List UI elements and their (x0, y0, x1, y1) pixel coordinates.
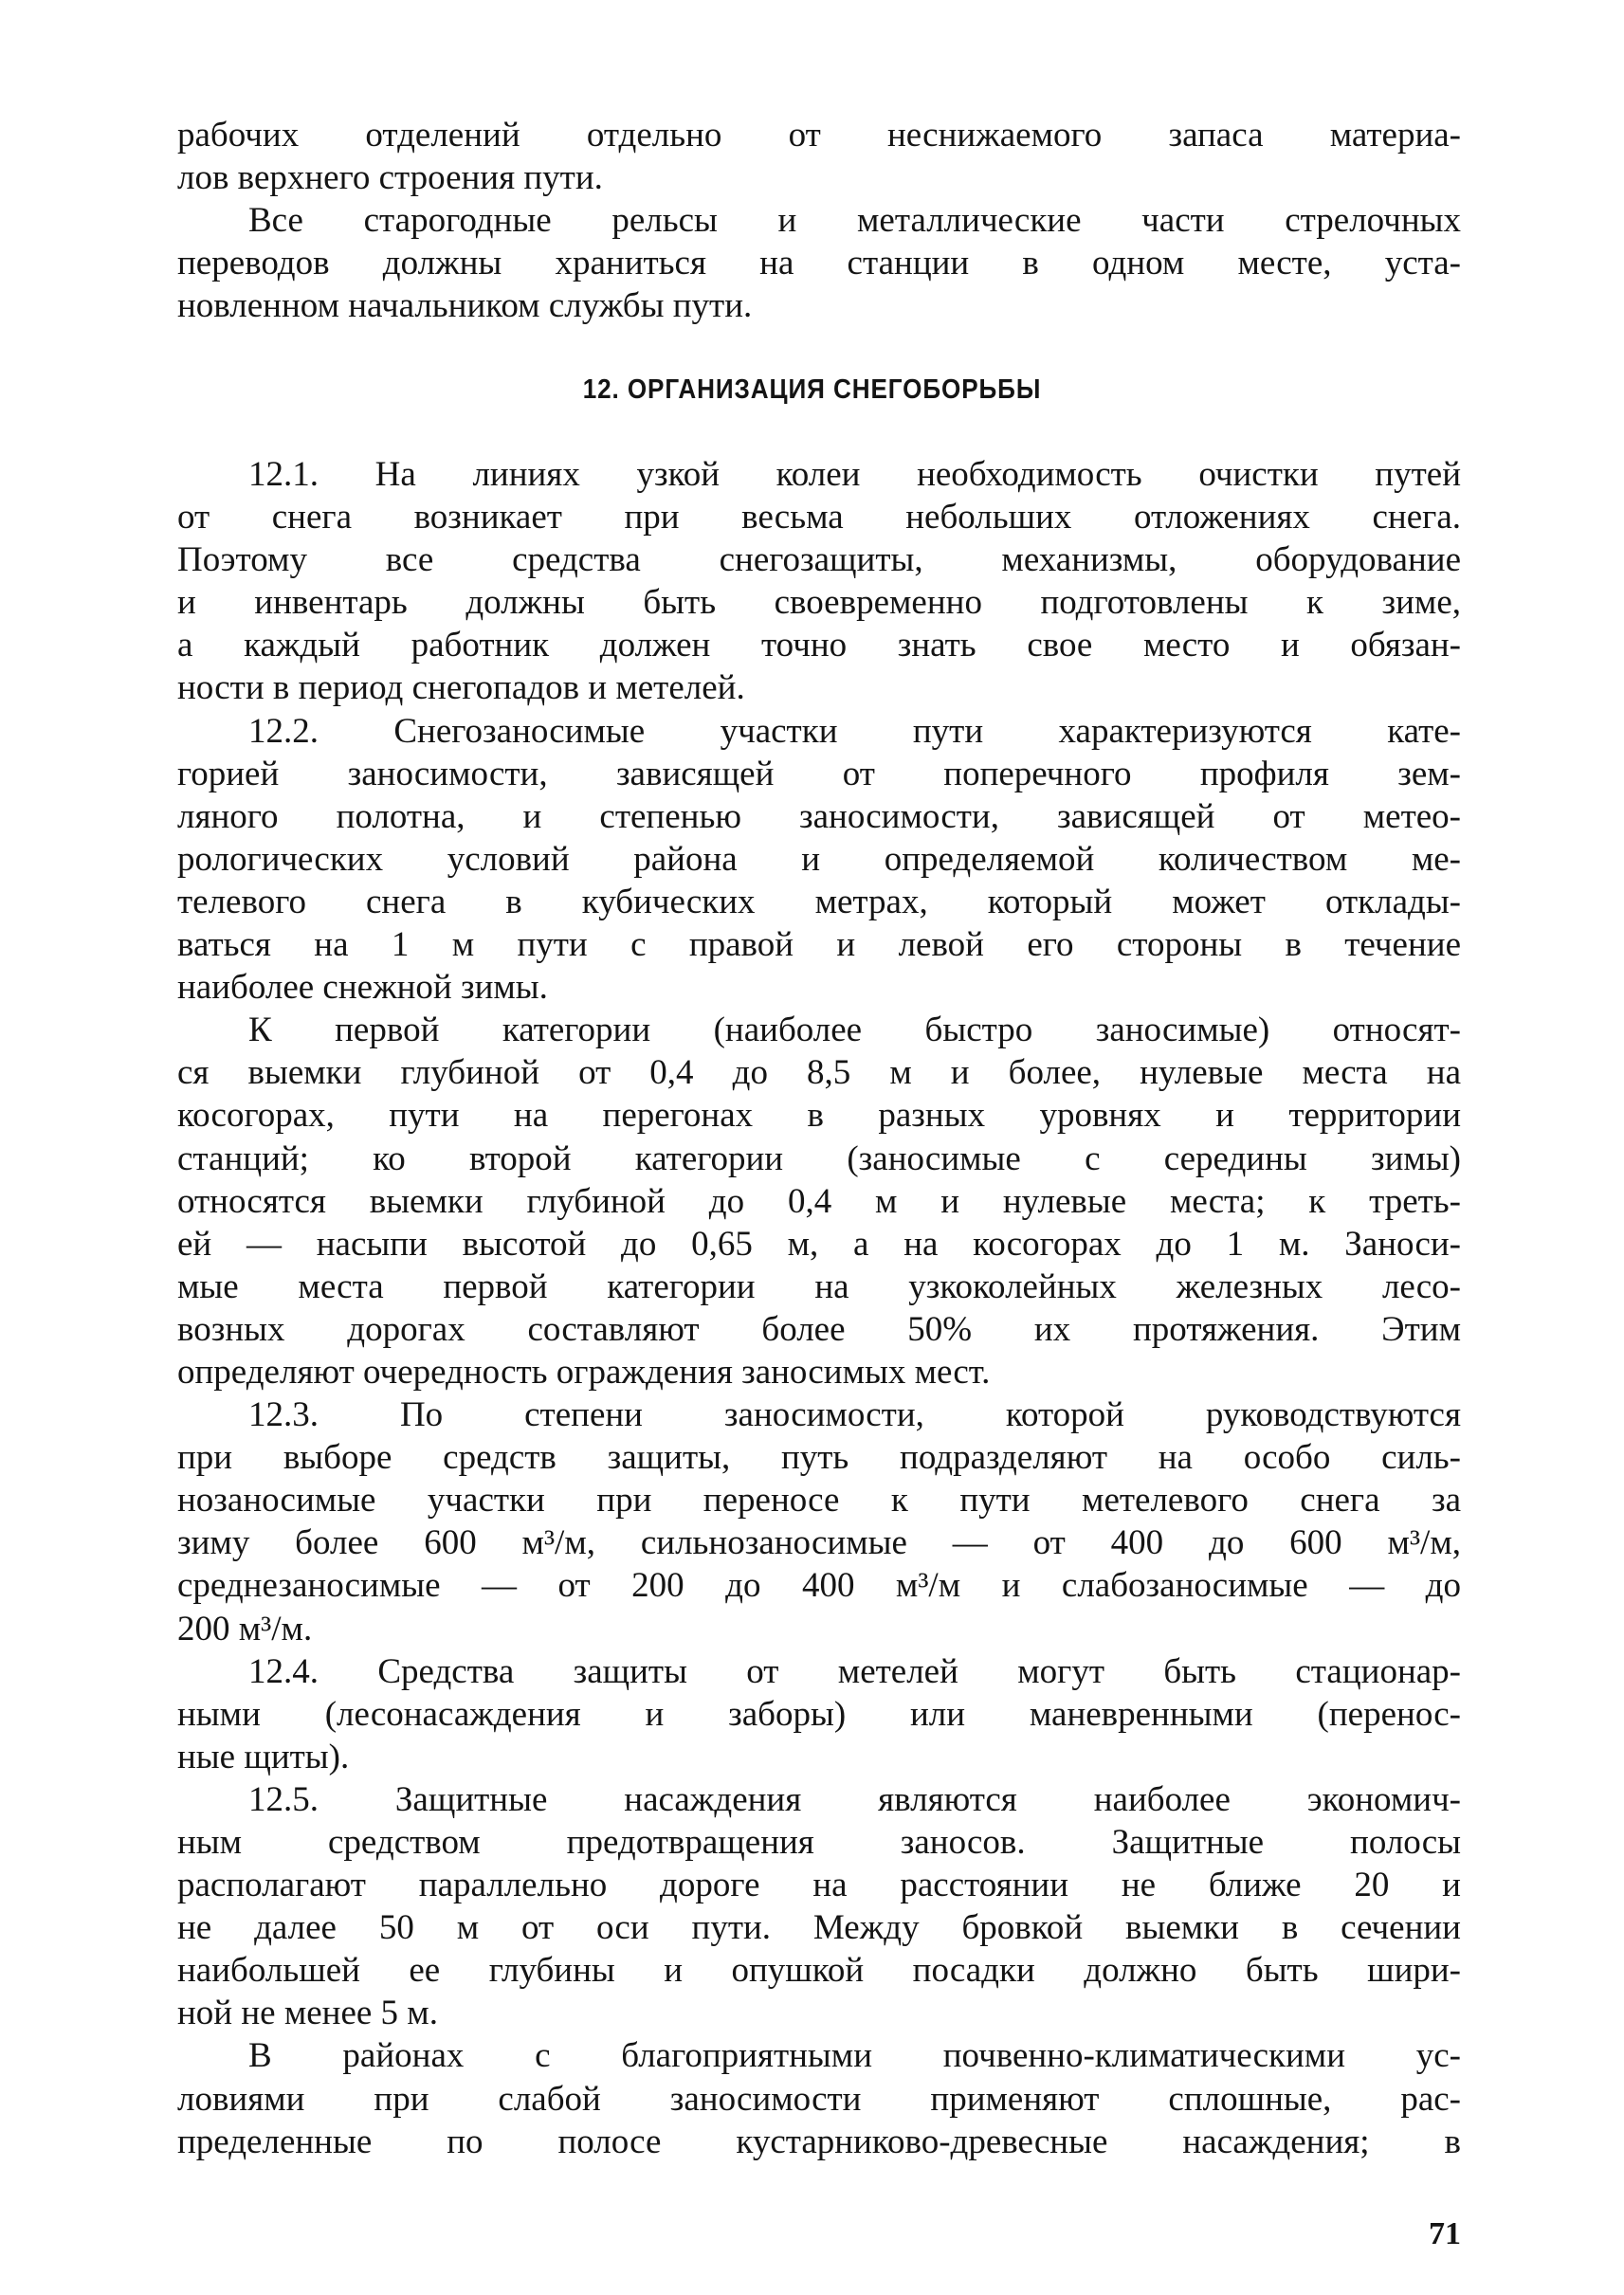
text-line: располагают параллельно дороге на расстоянии не ближе 20 и (177, 1866, 1461, 1905)
text-line: зиму более 600 м³/м, сильнозаносимые — от 400 до 600 м³/м, (177, 1523, 1461, 1563)
top-text-block (177, 114, 1461, 327)
text-line: К первой категории (наиболее быстро заносимые) относят- (248, 1011, 1461, 1050)
text-line: ся выемки глубиной от 0,4 до 8,5 м и более, нулевые места на (177, 1053, 1461, 1093)
paragraph (177, 199, 1461, 327)
text-line: ляного полотна, и степенью заносимости, зависящей от метео- (177, 796, 1461, 836)
text-line: Все старогодные рельсы и металлические части стрелочных (248, 201, 1461, 240)
text-line: 12.2. Снегозаносимые участки пути характеризуются кате- (248, 711, 1461, 751)
text-line: ей — насыпи высотой до 0,65 м, а на косогорах до 1 м. Заноси- (177, 1224, 1461, 1264)
paragraph (177, 710, 1461, 1010)
text-line: рабочих отделений отдельно от неснижаемого запаса материа- (177, 116, 1461, 155)
text-line: косогорах, пути на перегонах в разных уровнях и территории (177, 1096, 1461, 1136)
text-line: В районах с благоприятными почвенно-климатическими ус- (248, 2036, 1461, 2076)
text-line: ности в период снегопадов и метелей. (177, 668, 745, 708)
paragraph (177, 2034, 1461, 2162)
text-line: наибольшей ее глубины и опушкой посадки должно быть шири- (177, 1951, 1461, 1991)
text-line: нозаносимые участки при переносе к пути метелевого снега за (177, 1481, 1461, 1521)
text-line: переводов должны храниться на станции в одном месте, уста- (177, 244, 1461, 282)
text-line: ваться на 1 м пути с правой и левой его стороны в течение (177, 925, 1461, 965)
text-line: Поэтому все средства снегозащиты, механизмы, оборудование (177, 540, 1461, 580)
text-line: не далее 50 м от оси пути. Между бровкой выемки в сечении (177, 1908, 1461, 1948)
text-line: 12.4. Средства защиты от метелей могут быть стационар- (248, 1651, 1461, 1691)
text-line: при выборе средств защиты, путь подразделяют на особо силь- (177, 1438, 1461, 1478)
text-line: а каждый работник должен точно знать свое место и обязан- (177, 626, 1461, 665)
text-line: ные щиты). (177, 1737, 350, 1776)
text-line: ной не менее 5 м. (177, 1994, 438, 2033)
text-line: среднезаносимые — от 200 до 400 м³/м и слабозаносимые — до (177, 1566, 1461, 1606)
text-line: станций; ко второй категории (заносимые с середины зимы) (177, 1138, 1461, 1178)
section-heading: 12. ОРГАНИЗАЦИЯ СНЕГОБОРЬБЫ (582, 374, 1042, 405)
paragraph (177, 1650, 1461, 1778)
text-line: 12.5. Защитные насаждения являются наиболее экономич- (248, 1779, 1461, 1819)
text-line: 12.1. На линиях узкой колеи необходимость очистки путей (248, 455, 1461, 494)
text-line: горией заносимости, зависящей от поперечного профиля зем- (177, 754, 1461, 793)
page-number: 71 (1429, 2216, 1461, 2251)
text-line: определяют очередность ограждения заносимых мест. (177, 1352, 991, 1392)
paragraph (177, 453, 1461, 710)
paragraph (177, 1393, 1461, 1650)
body-text-block (177, 453, 1461, 2163)
text-line: мые места первой категории на узкоколейных железных лесо- (177, 1266, 1461, 1306)
text-line: лов верхнего строения пути. (177, 158, 603, 197)
text-line: ловиями при слабой заносимости применяют сплошные, рас- (177, 2079, 1461, 2119)
text-line: возных дорогах составляют более 50% их протяжения. Этим (177, 1309, 1461, 1349)
text-line: и инвентарь должны быть своевременно подготовлены к зиме, (177, 583, 1461, 623)
paragraph (177, 1009, 1461, 1393)
paragraph (177, 1778, 1461, 2035)
text-line: 200 м³/м. (177, 1609, 313, 1648)
text-line: рологических условий района и определяемой количеством ме- (177, 839, 1461, 879)
text-line: 12.3. По степени заносимости, которой руководствуются (248, 1395, 1461, 1435)
text-line: ным средством предотвращения заносов. Защитные полосы (177, 1823, 1461, 1862)
paragraph (177, 114, 1461, 199)
text-line: пределенные по полосе кустарниково-древесные насаждения; в (177, 2122, 1461, 2161)
text-line: телевого снега в кубических метрах, который может отклады- (177, 882, 1461, 921)
text-line: относятся выемки глубиной до 0,4 м и нулевые места; к треть- (177, 1181, 1461, 1221)
text-line: новленном начальником службы пути. (177, 286, 753, 325)
text-line: наиболее снежной зимы. (177, 968, 548, 1008)
text-line: ными (лесонасаждения и заборы) или маневренными (перенос- (177, 1694, 1461, 1734)
text-line: от снега возникает при весьма небольших отложениях снега. (177, 498, 1461, 537)
